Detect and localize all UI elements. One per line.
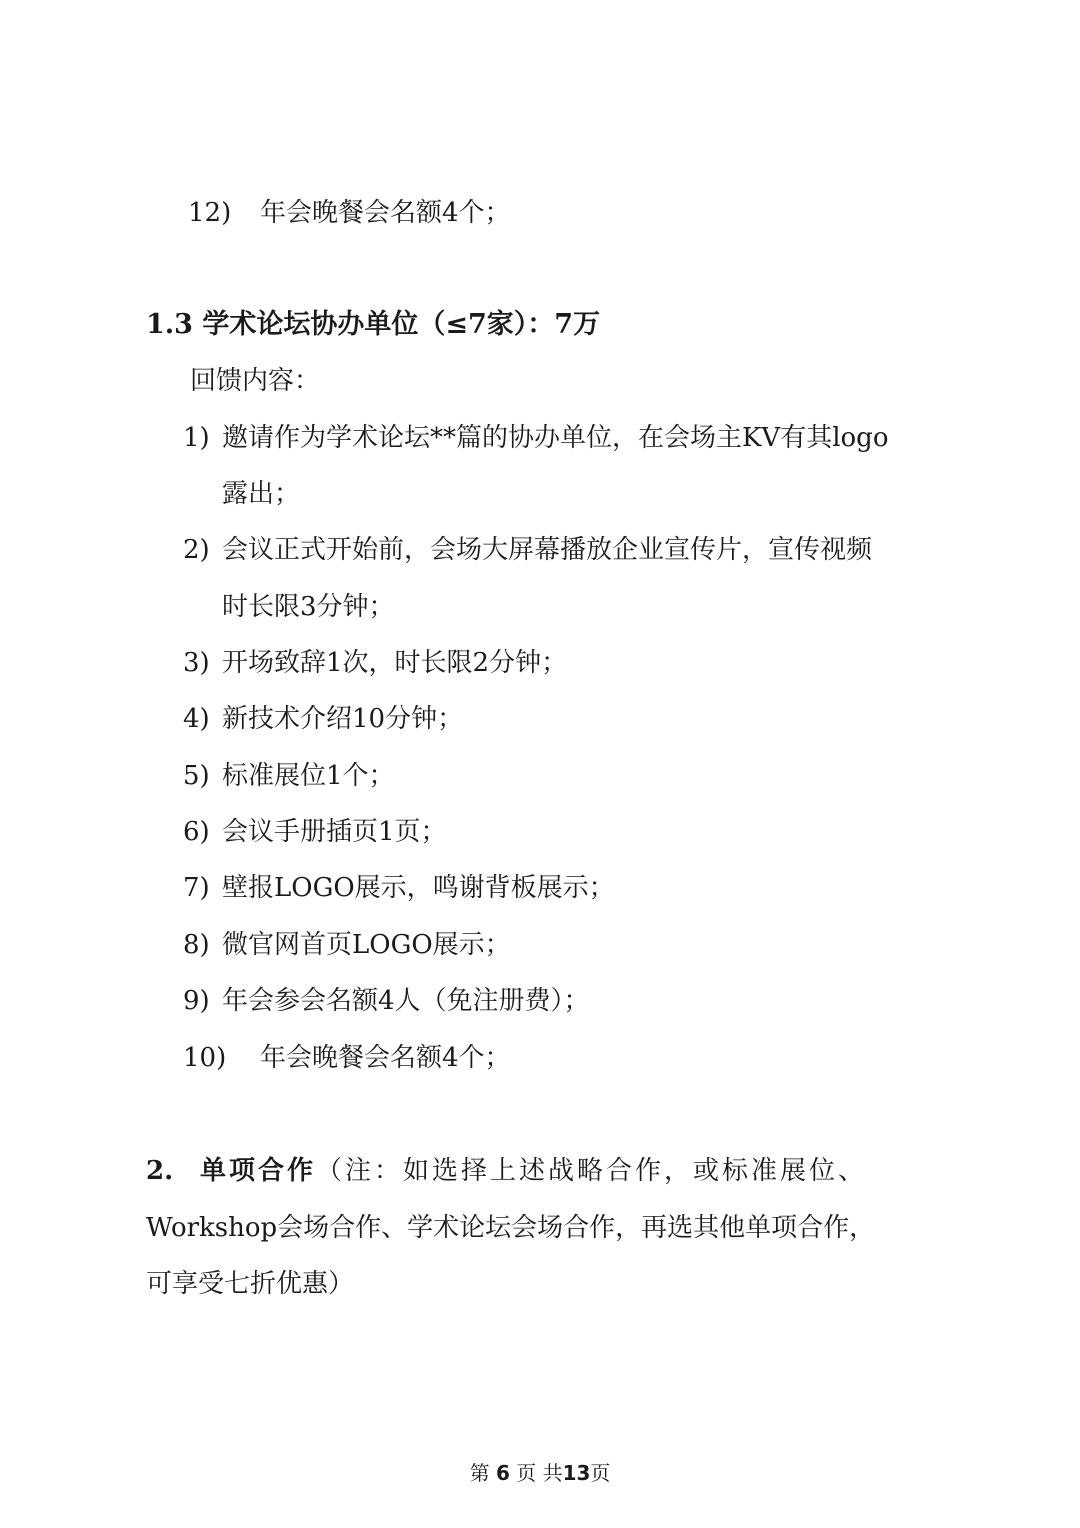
section-heading-1-3: 1.3 学术论坛协办单位（≤7家）：7万 — [146, 309, 601, 340]
item-text: 会议正式开始前，会场大屏幕播放企业宣传片，宣传视频 — [222, 535, 873, 565]
section-title: 单项合作 — [200, 1156, 317, 1186]
page-footer — [0, 1458, 1080, 1488]
section-note-continued: 可享受七折优惠） — [146, 1269, 355, 1299]
item-text-continued: 时长限3分钟； — [222, 592, 395, 622]
section-note-continued: Workshop会场合作、学术论坛会场合作，再选其他单项合作， — [146, 1213, 876, 1243]
item-number: 8) — [183, 930, 210, 960]
item-text-continued: 露出； — [222, 479, 301, 509]
item-number: 3) — [183, 648, 210, 678]
list-item — [183, 759, 395, 793]
list-item — [188, 196, 511, 230]
item-number: 2) — [183, 535, 210, 565]
list-item — [183, 871, 615, 905]
item-number: 6) — [183, 817, 210, 847]
footer-suffix: 页 — [590, 1461, 611, 1485]
item-text: 年会参会名额4人（免注册费）； — [222, 986, 590, 1016]
item-text: 年会晚餐会名额4个； — [260, 198, 511, 228]
item-text: 开场致辞1次，时长限2分钟； — [222, 648, 568, 678]
list-item — [183, 421, 888, 455]
list-item — [183, 702, 463, 736]
item-text: 邀请作为学术论坛**篇的协办单位，在会场主KV有其logo — [222, 423, 889, 453]
item-text: 壁报LOGO展示，鸣谢背板展示； — [222, 873, 615, 903]
item-text: 微官网首页LOGO展示； — [222, 930, 511, 960]
item-text: 新技术介绍10分钟； — [222, 704, 464, 734]
item-number: 10) — [183, 1043, 227, 1073]
section-note: （注：如选择上述战略合作，或标准展位、 — [316, 1156, 868, 1186]
item-text: 会议手册插页1页； — [222, 817, 447, 847]
item-number: 7) — [183, 873, 210, 903]
item-number: 12) — [188, 198, 232, 228]
item-number: 1) — [183, 423, 210, 453]
list-item — [183, 815, 447, 849]
list-item — [183, 928, 511, 962]
footer-middle: 页 共 — [516, 1461, 563, 1485]
list-item — [183, 646, 567, 680]
item-text: 年会晚餐会名额4个； — [260, 1043, 511, 1073]
list-item — [183, 1041, 511, 1075]
item-number: 5) — [183, 761, 210, 791]
item-number: 4) — [183, 704, 210, 734]
feedback-label: 回馈内容： — [190, 366, 321, 396]
total-page-number: 13 — [562, 1461, 591, 1485]
section-heading-2 — [146, 1154, 867, 1188]
section-number: 2. — [146, 1156, 174, 1186]
list-item — [183, 533, 872, 567]
current-page-number: 6 — [495, 1461, 510, 1485]
item-text: 标准展位1个； — [222, 761, 395, 791]
list-item — [183, 984, 590, 1018]
item-number: 9) — [183, 986, 210, 1016]
footer-prefix: 第 — [469, 1461, 490, 1485]
